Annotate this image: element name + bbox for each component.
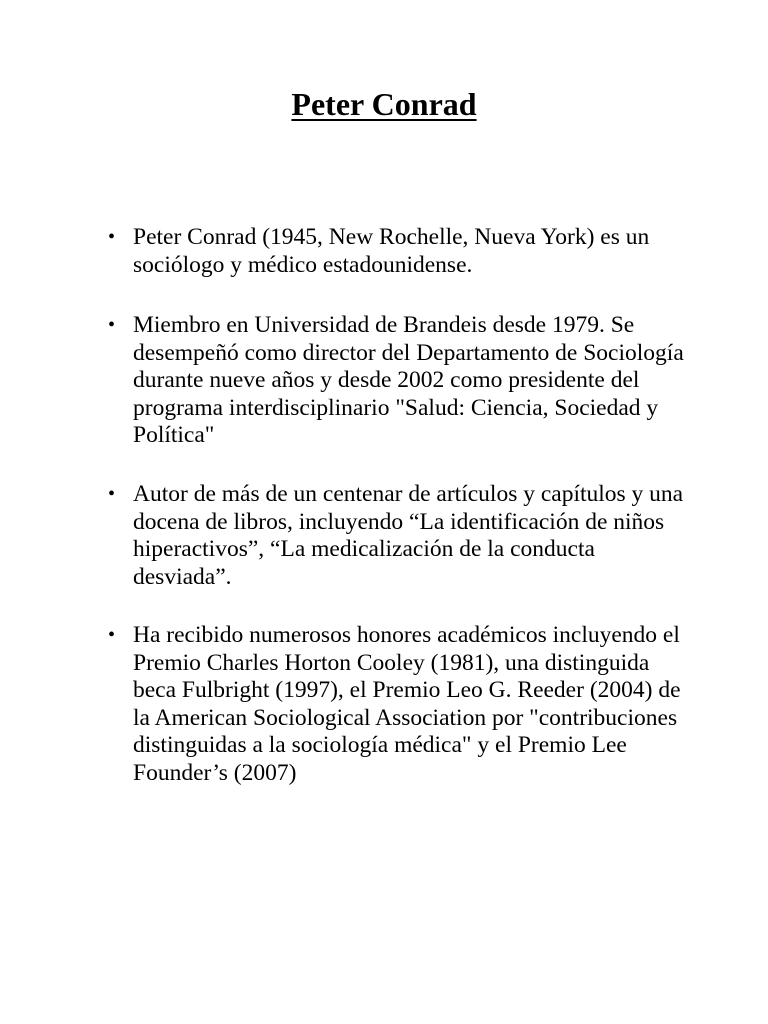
bullet-icon: • [108, 314, 116, 336]
list-item-text: Miembro en Universidad de Brandeis desde 1979. Se desempeñó como director del Departamento de Sociología durante nueve años y desde 2002 como presidente del programa interdisciplinario "Salud: Ciencia, Sociedad y Política" [133, 312, 684, 448]
list-item-text: Autor de más de un centenar de artículos y capítulos y una docena de libros, incluyendo “La identificación de niños hiperactivos”, “La medicalización de la conducta desviada”. [133, 481, 684, 590]
list-item-text: Ha recibido numerosos honores académicos incluyendo el Premio Charles Horton Cooley (1981), una distinguida beca Fulbright (1997), el Premio Leo G. Reeder (2004) de la American Sociological Association por "contribuciones distinguidas a la sociología médica" y el Premio Lee Founder’s (2007) [133, 622, 681, 786]
page-title [0, 84, 768, 124]
bullet-icon: • [108, 483, 116, 505]
bullet-icon: • [108, 226, 116, 248]
bullet-icon: • [108, 624, 116, 646]
list-item-text: Peter Conrad (1945, New Rochelle, Nueva York) es un sociólogo y médico estadounidense. [133, 224, 650, 278]
page-title-text: Peter Conrad [291, 86, 477, 122]
